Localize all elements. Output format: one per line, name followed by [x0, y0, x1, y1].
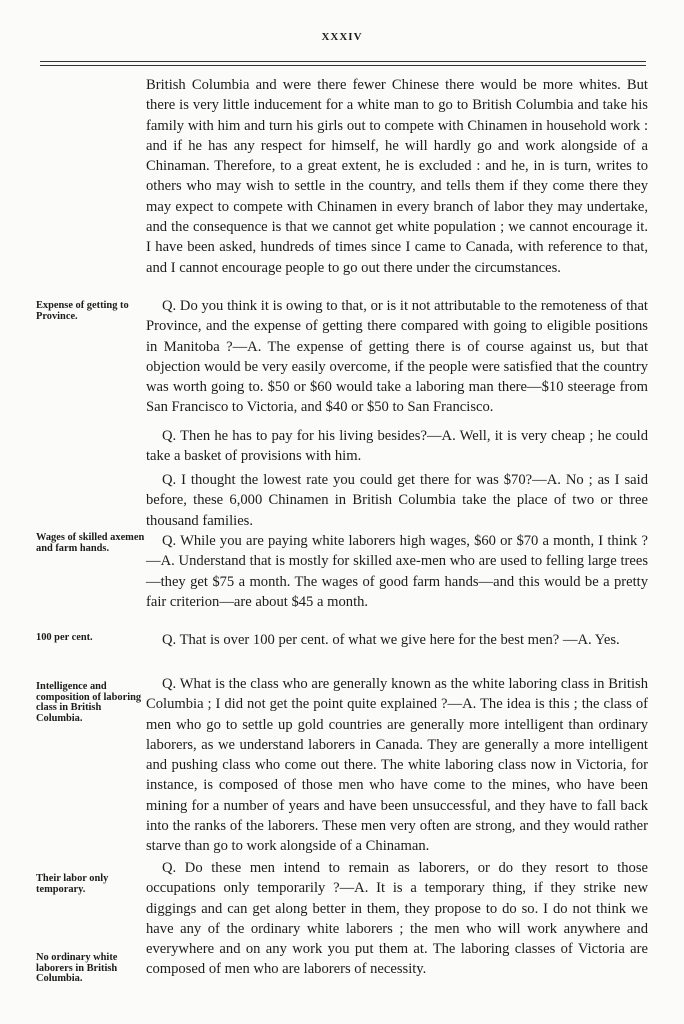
- paragraph-living-costs: Q. Then he has to pay for his living besides?—A. Well, it is very cheap ; he could take a basket of provisions with him.: [146, 428, 648, 465]
- margin-note-temporary: Their labor only temporary.: [36, 873, 109, 895]
- page-number: XXXIV: [321, 31, 363, 43]
- paragraph-temporary: Q. Do these men intend to remain as laborers, or do they resort to those occupations only temporarily ?—A. It is a temporary thing, if they strike new diggings and can get along better in them, they propose to do so. I do not think we have any of the ordinary white laborers ; the men who will work anywhere and everywhere and on any work you put them at. The laboring classes of Victoria are composed of men who are laborers of necessity.: [146, 860, 648, 978]
- paragraph-lowest-rate: Q. I thought the lowest rate you could get there for was $70?—A. No ; as I said before, these 6,000 Chinamen in British Columbia take the place of two or three thousand families.: [146, 472, 648, 529]
- paragraph-continuation: British Columbia and were there fewer Chinese there would be more whites. But there is very little inducement for a white man to go to British Columbia and take his family with him and turn his girls out to compete with Chinamen in household work : and if he has any respect for himself, he will hardly go and work alongside of a Chinaman. Therefore, to a great extent, he is excluded : and he, in is turn, writes to others who may wish to settle in the country, and tells them if they come there they may expect to compete with Chinamen in every branch of labor they may undertake, and the consequence is that we cannot get white population ; we cannot encourage it. I have been asked, hundreds of times since I came to Canada, with reference to that, and I cannot encourage people to go out there under the circumstances.: [146, 77, 648, 276]
- margin-note-hundred-percent: 100 per cent.: [36, 632, 93, 643]
- paragraph-wages: Q. While you are paying white laborers high wages, $60 or $70 a month, I think ?—A. Understand that is mostly for skilled axe-men who are used to felling large trees—they get $75 a month. The wages of good farm hands—and this would be a pretty fair criterion—are about $45 a month.: [146, 533, 648, 610]
- paragraph-hundred-percent: Q. That is over 100 per cent. of what we give here for the best men? —A. Yes.: [162, 632, 620, 648]
- margin-note-expense: Expense of getting to Province.: [36, 300, 129, 322]
- header-rule-bottom: [40, 65, 646, 66]
- margin-note-wages: Wages of skilled axemen and farm hands.: [36, 532, 145, 554]
- header-rule-top: [40, 61, 646, 62]
- margin-note-intelligence: Intelligence and composition of laboring class in British Columbia.: [36, 681, 142, 724]
- margin-note-no-ordinary-laborers: No ordinary white laborers in British Columbia.: [36, 952, 118, 985]
- paragraph-expense: Q. Do you think it is owing to that, or is it not attributable to the remoteness of that Province, and the expense of getting there compared with going to eligible positions in Manitoba ?—A. The expense of getting there is of course against us, but that objection would be very easily overcome, if the people were satisfied that the country was worth going to. $50 or $60 would take a laboring man there—$10 steerage from San Francisco to Victoria, and $40 or $50 to San Francisco.: [146, 298, 648, 416]
- paragraph-laboring-class: Q. What is the class who are generally known as the white laboring class in British Columbia ; I did not get the point quite explained ?—A. The idea is this ; the class of men who go to settle up gold countries are generally more intelligent than ordinary laborers, as we understand laborers in Canada. They are generally a more intelligent and pushing class who come out there. The white laboring class now in Victoria, for instance, is composed of those men who have come to the mines, who have been mining for a number of years and have been unsuccessful, and they have to fall back into the ranks of the laborers. These men very often are strong, and they would rather starve than go to work alongside of a Chinaman.: [146, 676, 648, 855]
